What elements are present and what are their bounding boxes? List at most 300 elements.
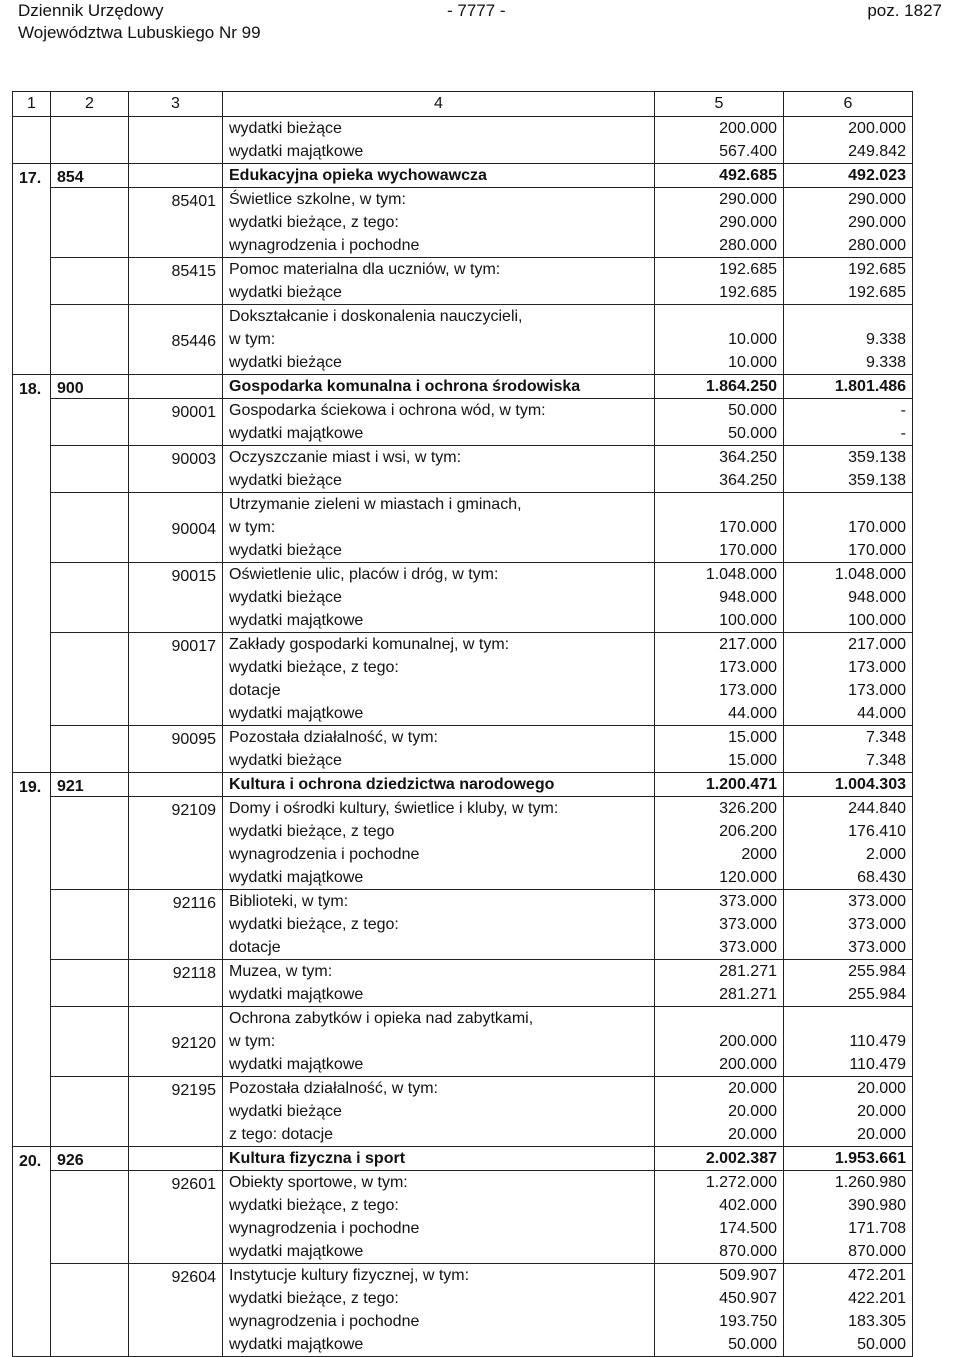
chapter-code (51, 820, 129, 890)
executed-amount-line: 1.048.000 (834, 566, 906, 583)
planned-amount-line: 1.272.000 (705, 1174, 777, 1191)
description (223, 446, 655, 470)
planned-amount-line: 281.271 (719, 986, 777, 1003)
description (223, 983, 655, 1007)
section-code (129, 586, 223, 633)
row-number (13, 1053, 51, 1077)
executed-amount-line: 472.201 (848, 1267, 906, 1284)
section-code (129, 422, 223, 446)
executed-amount-line: 1.801.486 (834, 378, 906, 395)
executed-amount-line: 176.410 (848, 823, 906, 840)
chapter-code (51, 1007, 129, 1054)
section-row (13, 375, 913, 399)
subsection-row (13, 633, 913, 657)
row-number (13, 399, 51, 423)
description (223, 586, 655, 633)
executed-amount-line: 244.840 (848, 800, 906, 817)
description (223, 164, 655, 188)
chapter-code: 900 (51, 375, 129, 399)
executed-amount (784, 1007, 913, 1054)
executed-amount-line: 359.138 (848, 449, 906, 466)
executed-amount-line: 100.000 (848, 612, 906, 629)
planned-amount-line: 280.000 (719, 237, 777, 254)
subsection-row (13, 493, 913, 540)
executed-amount-line: 192.685 (848, 261, 906, 278)
chapter-code (51, 563, 129, 587)
executed-amount (784, 749, 913, 773)
executed-amount-line: 492.023 (848, 167, 906, 184)
column-header: 1 (13, 92, 51, 117)
planned-amount (655, 797, 784, 821)
planned-amount-line: 50.000 (728, 425, 777, 442)
chapter-code (51, 983, 129, 1007)
description-line: wydatki majątkowe (229, 1336, 364, 1353)
description-line: w tym: (229, 519, 276, 536)
executed-amount-line (790, 305, 906, 328)
section-code: 90003 (129, 446, 223, 470)
planned-amount-line: 200.000 (719, 1033, 777, 1050)
description-line: wydatki bieżące (229, 120, 342, 137)
executed-amount-line: 170.000 (848, 519, 906, 536)
planned-amount (655, 983, 784, 1007)
subsection-row (13, 188, 913, 212)
planned-amount (655, 375, 784, 399)
executed-amount-line: 20.000 (857, 1103, 906, 1120)
executed-amount-line: 183.305 (848, 1313, 906, 1330)
planned-amount-line (661, 493, 777, 516)
row-number (13, 563, 51, 587)
executed-amount-line: 173.000 (848, 659, 906, 676)
table-row (13, 117, 913, 164)
row-number (13, 1077, 51, 1101)
section-row (13, 1147, 913, 1171)
section-code (129, 117, 223, 164)
description-line: wydatki majątkowe (229, 425, 364, 442)
chapter-code (51, 188, 129, 212)
description-line: Ochrona zabytków i opieka nad zabytkami, (229, 1010, 534, 1027)
description (223, 1194, 655, 1264)
executed-amount-line: 280.000 (848, 237, 906, 254)
chapter-code (51, 586, 129, 633)
planned-amount-line: 44.000 (728, 705, 777, 722)
row-number (13, 1100, 51, 1147)
row-number (13, 539, 51, 563)
planned-amount-line: 10.000 (728, 354, 777, 371)
row-number (13, 117, 51, 164)
planned-amount-line: 326.200 (719, 800, 777, 817)
chapter-code (51, 305, 129, 352)
subsection-row (13, 258, 913, 282)
planned-amount-line: 373.000 (719, 893, 777, 910)
section-code: 92116 (129, 890, 223, 914)
description (223, 563, 655, 587)
executed-amount-line: 20.000 (857, 1080, 906, 1097)
chapter-code (51, 351, 129, 375)
description-line: wydatki bieżące (229, 354, 342, 371)
executed-amount-line: 9.338 (865, 354, 906, 371)
subsection-row (13, 1171, 913, 1195)
executed-amount-line: 290.000 (848, 214, 906, 231)
executed-amount-line: 373.000 (848, 939, 906, 956)
description (223, 351, 655, 375)
row-number (13, 211, 51, 258)
chapter-code (51, 281, 129, 305)
executed-amount (784, 422, 913, 446)
description (223, 633, 655, 657)
section-code (129, 1287, 223, 1357)
description-line: wydatki bieżące, z tego: (229, 1290, 399, 1307)
row-number (13, 446, 51, 470)
description-line: wynagrodzenia i pochodne (229, 1220, 420, 1237)
description-line: Zakłady gospodarki komunalnej, w tym: (229, 636, 510, 653)
row-number (13, 913, 51, 960)
description-line: dotacje (229, 682, 281, 699)
executed-amount (784, 188, 913, 212)
subsection-row (13, 890, 913, 914)
executed-amount-line: 192.685 (848, 284, 906, 301)
description (223, 726, 655, 750)
executed-amount-line: 2.000 (865, 846, 906, 863)
executed-amount (784, 1194, 913, 1264)
planned-amount-line: 364.250 (719, 449, 777, 466)
planned-amount (655, 656, 784, 726)
row-number (13, 281, 51, 305)
subsection-row (13, 305, 913, 352)
section-code: 92604 (129, 1264, 223, 1288)
executed-amount (784, 797, 913, 821)
executed-amount (784, 656, 913, 726)
planned-amount (655, 351, 784, 375)
section-code: 92109 (129, 797, 223, 821)
planned-amount (655, 960, 784, 984)
row-number (13, 188, 51, 212)
planned-amount (655, 188, 784, 212)
executed-amount-line: 68.430 (857, 869, 906, 886)
executed-amount-line: 50.000 (857, 1336, 906, 1353)
row-number (13, 797, 51, 821)
section-code (129, 983, 223, 1007)
planned-amount (655, 1194, 784, 1264)
executed-amount-line: 1.953.661 (834, 1150, 906, 1167)
planned-amount (655, 164, 784, 188)
description-line: Kultura fizyczna i sport (229, 1150, 406, 1167)
planned-amount-line: 173.000 (719, 659, 777, 676)
executed-amount (784, 446, 913, 470)
chapter-code: 926 (51, 1147, 129, 1171)
description-line: Edukacyjna opieka wychowawcza (229, 167, 487, 184)
planned-amount (655, 913, 784, 960)
planned-amount (655, 563, 784, 587)
planned-amount (655, 1077, 784, 1101)
description (223, 1007, 655, 1054)
section-code: 90004 (129, 493, 223, 540)
section-code (129, 656, 223, 726)
description (223, 469, 655, 493)
table-row (13, 983, 913, 1007)
description (223, 375, 655, 399)
description-line: wydatki majątkowe (229, 705, 364, 722)
executed-amount (784, 1171, 913, 1195)
description-line: wydatki majątkowe (229, 143, 364, 160)
section-code (129, 913, 223, 960)
description-line: wydatki majątkowe (229, 986, 364, 1003)
planned-amount (655, 493, 784, 540)
row-number: 20. (13, 1147, 51, 1171)
planned-amount-line: 948.000 (719, 589, 777, 606)
executed-amount (784, 890, 913, 914)
planned-amount-line: 15.000 (728, 729, 777, 746)
executed-amount (784, 1147, 913, 1171)
executed-amount (784, 281, 913, 305)
planned-amount (655, 446, 784, 470)
planned-amount (655, 305, 784, 352)
description-line: wynagrodzenia i pochodne (229, 237, 420, 254)
executed-amount (784, 983, 913, 1007)
table-row (13, 1100, 913, 1147)
section-code (129, 773, 223, 797)
executed-amount-line: 373.000 (848, 916, 906, 933)
description-line: Kultura i ochrona dziedzictwa narodowego (229, 776, 555, 793)
description (223, 1100, 655, 1147)
executed-amount (784, 539, 913, 563)
row-number (13, 749, 51, 773)
planned-amount-line: 192.685 (719, 261, 777, 278)
section-code: 85415 (129, 258, 223, 282)
description-line: wydatki bieżące, z tego: (229, 214, 399, 231)
table-row (13, 913, 913, 960)
planned-amount-line: 193.750 (719, 1313, 777, 1330)
description-line: Pozostała działalność, w tym: (229, 729, 438, 746)
executed-amount-line: 359.138 (848, 472, 906, 489)
chapter-code (51, 211, 129, 258)
section-code: 92118 (129, 960, 223, 984)
subsection-row (13, 563, 913, 587)
position-number: poz. 1827 (867, 1, 942, 20)
chapter-code (51, 1053, 129, 1077)
planned-amount-line: 217.000 (719, 636, 777, 653)
description (223, 1147, 655, 1171)
executed-amount (784, 211, 913, 258)
section-code: 90001 (129, 399, 223, 423)
planned-amount-line: 120.000 (719, 869, 777, 886)
executed-amount-line: 7.348 (865, 752, 906, 769)
planned-amount-line: 174.500 (719, 1220, 777, 1237)
chapter-code (51, 258, 129, 282)
column-header: 5 (655, 92, 784, 117)
row-number (13, 1007, 51, 1054)
planned-amount-line: 509.907 (719, 1267, 777, 1284)
description (223, 1171, 655, 1195)
planned-amount-line: 192.685 (719, 284, 777, 301)
planned-amount (655, 890, 784, 914)
table-row (13, 211, 913, 258)
executed-amount (784, 913, 913, 960)
executed-amount-line: 1.004.303 (834, 776, 906, 793)
description-line: Domy i ośrodki kultury, świetlice i kluby, w tym: (229, 800, 559, 817)
planned-amount-line: 206.200 (719, 823, 777, 840)
description-line: Oświetlenie ulic, placów i dróg, w tym: (229, 566, 499, 583)
description-line: w tym: (229, 1033, 276, 1050)
planned-amount-line: 15.000 (728, 752, 777, 769)
description (223, 399, 655, 423)
planned-amount-line: 20.000 (728, 1080, 777, 1097)
planned-amount-line: 170.000 (719, 519, 777, 536)
description-line: wynagrodzenia i pochodne (229, 1313, 420, 1330)
planned-amount (655, 726, 784, 750)
planned-amount (655, 633, 784, 657)
section-code (129, 351, 223, 375)
executed-amount-line (790, 493, 906, 516)
description (223, 493, 655, 540)
chapter-code (51, 656, 129, 726)
section-code: 85446 (129, 305, 223, 352)
planned-amount (655, 211, 784, 258)
executed-amount-line: 110.479 (849, 1056, 906, 1073)
chapter-code: 921 (51, 773, 129, 797)
description (223, 117, 655, 164)
executed-amount (784, 563, 913, 587)
description (223, 890, 655, 914)
planned-amount-line: 50.000 (728, 402, 777, 419)
executed-amount-line: 171.708 (848, 1220, 906, 1237)
description-line: wydatki majątkowe (229, 1243, 364, 1260)
executed-amount (784, 586, 913, 633)
description-line: wydatki bieżące, z tego: (229, 916, 399, 933)
chapter-code: 854 (51, 164, 129, 188)
table-row (13, 469, 913, 493)
subsection-row (13, 399, 913, 423)
table-row (13, 1287, 913, 1357)
executed-amount (784, 164, 913, 188)
row-number (13, 960, 51, 984)
page-number: - 7777 - (447, 1, 506, 20)
row-number (13, 422, 51, 446)
column-header: 3 (129, 92, 223, 117)
executed-amount-line: 255.984 (848, 986, 906, 1003)
section-code: 90095 (129, 726, 223, 750)
chapter-code (51, 890, 129, 914)
table-row (13, 281, 913, 305)
executed-amount (784, 1287, 913, 1357)
executed-amount-line: 7.348 (865, 729, 906, 746)
section-code: 92120 (129, 1007, 223, 1054)
chapter-code (51, 1100, 129, 1147)
description (223, 913, 655, 960)
executed-amount (784, 726, 913, 750)
chapter-code (51, 1264, 129, 1288)
planned-amount-line: 567.400 (719, 143, 777, 160)
executed-amount-line: 20.000 (857, 1126, 906, 1143)
chapter-code (51, 1171, 129, 1195)
description-line: Gospodarka ściekowa i ochrona wód, w tym: (229, 402, 546, 419)
section-code (129, 375, 223, 399)
journal-title-line1: Dziennik Urzędowy (18, 1, 164, 20)
column-header: 4 (223, 92, 655, 117)
subsection-row (13, 797, 913, 821)
section-code (129, 281, 223, 305)
planned-amount (655, 399, 784, 423)
executed-amount (784, 117, 913, 164)
description (223, 1053, 655, 1077)
executed-amount-line: 170.000 (848, 542, 906, 559)
planned-amount (655, 1171, 784, 1195)
planned-amount-line: 492.685 (719, 167, 777, 184)
chapter-code (51, 960, 129, 984)
table-row (13, 656, 913, 726)
subsection-row (13, 960, 913, 984)
row-number (13, 469, 51, 493)
row-number (13, 1287, 51, 1357)
description-line: Pozostała działalność, w tym: (229, 1080, 438, 1097)
planned-amount (655, 117, 784, 164)
row-number (13, 493, 51, 540)
executed-amount-line: 44.000 (857, 705, 906, 722)
description-line: wydatki bieżące, z tego (229, 823, 395, 840)
executed-amount-line (790, 1007, 906, 1030)
planned-amount-line (661, 305, 777, 328)
description-line: Oczyszczanie miast i wsi, w tym: (229, 449, 462, 466)
description-line: wydatki majątkowe (229, 612, 364, 629)
journal-title (18, 0, 261, 44)
planned-amount-line: 870.000 (719, 1243, 777, 1260)
description-line: Utrzymanie zieleni w miastach i gminach, (229, 496, 522, 513)
table-row (13, 586, 913, 633)
description-line: wydatki bieżące (229, 589, 342, 606)
executed-amount-line: 173.000 (848, 682, 906, 699)
row-number (13, 890, 51, 914)
planned-amount-line: 50.000 (728, 1336, 777, 1353)
chapter-code (51, 422, 129, 446)
description (223, 539, 655, 563)
description (223, 422, 655, 446)
executed-amount (784, 351, 913, 375)
planned-amount-line: 20.000 (728, 1103, 777, 1120)
executed-amount-line: - (900, 402, 906, 419)
table-row (13, 1194, 913, 1264)
planned-amount (655, 773, 784, 797)
executed-amount-line: 255.984 (848, 963, 906, 980)
description (223, 281, 655, 305)
section-code (129, 1053, 223, 1077)
executed-amount-line: 390.980 (848, 1197, 906, 1214)
executed-amount (784, 1053, 913, 1077)
section-code (129, 1194, 223, 1264)
planned-amount-line: 1.200.471 (705, 776, 777, 793)
planned-amount (655, 586, 784, 633)
section-row (13, 164, 913, 188)
section-code: 92601 (129, 1171, 223, 1195)
section-code: 85401 (129, 188, 223, 212)
executed-amount-line: 373.000 (848, 893, 906, 910)
table-row (13, 422, 913, 446)
section-code (129, 164, 223, 188)
subsection-row (13, 446, 913, 470)
row-number (13, 983, 51, 1007)
row-number: 19. (13, 773, 51, 797)
chapter-code (51, 493, 129, 540)
executed-amount (784, 258, 913, 282)
executed-amount (784, 773, 913, 797)
description-line: w tym: (229, 331, 276, 348)
planned-amount (655, 258, 784, 282)
chapter-code (51, 749, 129, 773)
executed-amount-line: 200.000 (848, 120, 906, 137)
chapter-code (51, 913, 129, 960)
table-row (13, 539, 913, 563)
section-code (129, 469, 223, 493)
section-code: 92195 (129, 1077, 223, 1101)
executed-amount-line: 110.479 (849, 1033, 906, 1050)
